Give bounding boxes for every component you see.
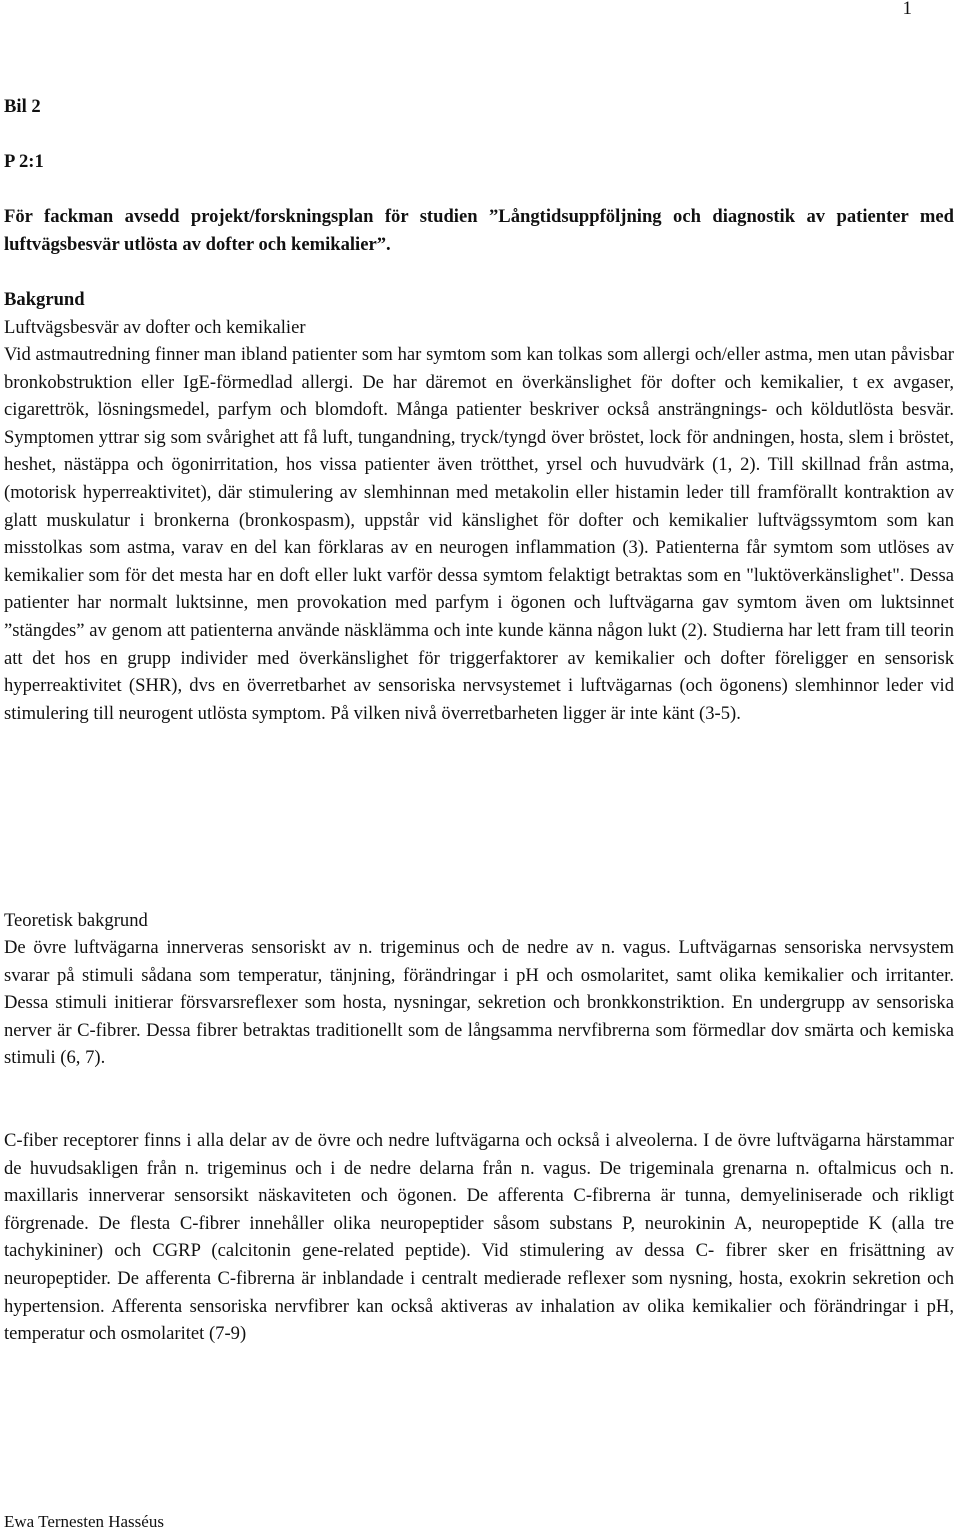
p-label: P 2:1 xyxy=(4,151,44,172)
page-number: 1 xyxy=(902,0,912,19)
section-subheading: Luftvägsbesvär av dofter och kemikalier xyxy=(4,317,306,338)
section-body-bakgrund: Vid astmautredning finner man ibland patienter som har symtom som kan tolkas som allergi och/eller astma, men utan påvisbar bronkobstruktion eller IgE-förmedlad allergi. De har däremot en överkänslighet för dofter och kemikalier, t ex avgaser, cigarettrök, lösningsmedel, parfym och blomdoft. Många patienter beskriver också ansträngnings- och köldutlösta besvär. Symptomen yttrar sig som svårighet att få luft, tungandning, tryck/tyngd över bröstet, lock för andningen, hosta, slem i bröstet, heshet, nästäppa och ögonirritation, hos vissa patienter även trötthet, yrsel och huvudvärk (1, 2). Till skillnad från astma, (motorisk hyperreaktivitet), där stimulering av slemhinnan med metakolin eller histamin leder till framförallt kontraktion av glatt muskulatur i bronkerna (bronkospasm), uppstår vid känslighet för dofter och kemikalier luftvägssymtom som kan misstolkas som astma, varav en del kan förklaras av en neurogen inflammation (3). Patienterna får symtom som utlöses av kemikalier som för det mesta har en doft eller lukt varför dessa symtom felaktigt betraktas som en "luktöverkänslighet". Dessa patienter har normalt luktsinne, men provokation med parfym i ögonen och luftvägarna gav symtom även om luktsinnet ”stängdes” av genom att patienterna använde näsklämma och inte kunde känna någon lukt (2). Studierna har lett fram till teorin att det hos en grupp individer med överkänslighet för triggerfaktorer av kemikalier och dofter föreligger en sensorisk hyperreaktivitet (SHR), dvs en överretbarhet av sensoriska nervsystemet i luftvägarnas (och ögonens) slemhinnor leder vid stimulering till neurogent utlösta symptom. På vilken nivå överretbarheten ligger är inte känt (3-5). xyxy=(4,344,954,724)
section-heading-bakgrund: Bakgrund xyxy=(4,289,85,310)
section-body-teoretisk: De övre luftvägarna innerveras sensoriskt av n. trigeminus och de nedre av n. vagus. Luftvägarnas sensoriska nervsystem svarar på stimuli sådana som temperatur, tänjning, förändringar i pH och osmolaritet, samt olika kemikalier och irritanter. Dessa stimuli initierar försvarsreflexer som hosta, nysningar, sekretion och bronkkonstriktion. En undergrupp av sensoriska nerver är C-fibrer. Dessa fibrer betraktas traditionellt som de långsamma nervfibrerna som förmedlar dov smärta och kemiska stimuli (6, 7). xyxy=(4,937,954,1069)
section-body-cfiber: C-fiber receptorer finns i alla delar av de övre och nedre luftvägarna och också i alveolerna. I de övre luftvägarna härstammar de huvudsakligen från n. trigeminus och i de nedre delarna från n. vagus. De trigeminala grenarna n. oftalmicus och n. maxillaris innerverar sensorsikt näskaviteten och ögonen. De afferenta C-fibrerna är tunna, demyeliniserade och rikligt förgrenade. De flesta C-fibrer innehåller olika neuropeptider såsom substans P, neurokinin A, neuropeptide K (alla tre tachykininer) och CGRP (calcitonin gene-related peptide). Vid stimulering av dessa C- fibrer sker en frisättning av neuropeptider. De afferenta C-fibrerna är inblandade i centralt medierade reflexer som nysning, hosta, exokrin sekretion och hypertension. Afferenta sensoriska nervfibrer kan också aktiveras av inhalation av olika kemikalier och förändringar i pH, temperatur och osmolaritet (7-9) xyxy=(4,1130,954,1345)
section-heading-teoretisk: Teoretisk bakgrund xyxy=(4,910,148,931)
footer-author: Ewa Ternesten Hasséus xyxy=(4,1512,164,1531)
document-title: För fackman avsedd projekt/forskningsplan för studien ”Långtidsuppföljning och diagnostik av patienter med luftvägsbesvär utlösta av dofter och kemikalier”. xyxy=(4,206,954,255)
bil-label: Bil 2 xyxy=(4,96,41,117)
